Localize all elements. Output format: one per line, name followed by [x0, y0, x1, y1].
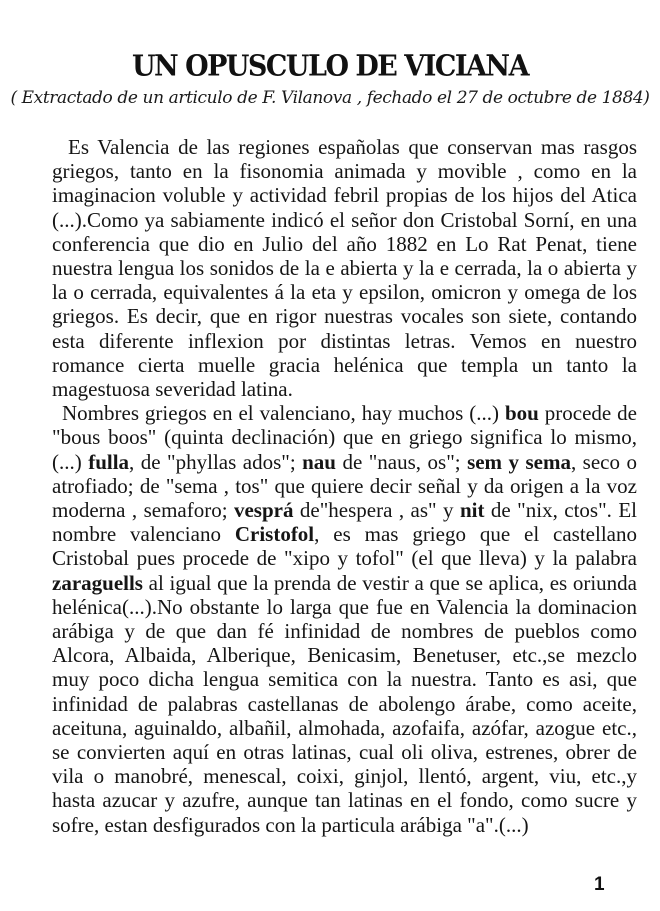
text-run: al igual que la prenda de vestir a que se aplica, es oriunda helénica(...).No obstante lo larga que fue en Valencia la dominacion arábiga y de que dan fé infinidad de nombres de pueblos como Alcora, Albaida, Alberique, Benicasim, Benetuser, etc.,se mezclo muy poco dicha lengua semitica con la nuestra. Tanto es asi, que infinidad de palabras castellanas de abolengo árabe, como aceite, aceituna, aguinaldo, albañil, almohada, azofaifa, azófar, azogue etc., se convierten aquí en otras latinas, cual oli oliva, estrenes, obrer de vila o manobré, menescal, coixi, ginjol, llentó, argent, viu, etc.,y hasta azucar y azufre, aunque tan latinas en el fondo, como sucre y sofre, estan desfigurados con la particula arábiga "a".(...) [52, 570, 637, 837]
text-run: , seco o atrofiado; de "sema , tos" que quiere decir señal y da origen a la voz moderna , semaforo; [52, 449, 637, 523]
bold-term: fulla [88, 449, 130, 474]
text-run: de"hespera , as" y [293, 498, 460, 523]
paragraph-2 [52, 401, 637, 837]
text-run: de "naus, os"; [335, 449, 468, 474]
article-title: UN OPUSCULO DE VICIANA [131, 49, 529, 84]
text-run: , de "phyllas ados"; [129, 449, 303, 474]
bold-term: nit [459, 498, 485, 523]
bold-term: bou [504, 401, 539, 426]
article-subtitle: ( Extractado de un articulo de F. Vilanova , fechado el 27 de octubre de 1884) [10, 88, 650, 108]
text-run: , es mas griego que el castellano Cristobal pues procede de "xipo y tofol" (el que lleva) y la palabra [52, 522, 637, 571]
text-run: procede de "bous boos" (quinta declinación) que en griego significa lo mismo, (...) [52, 401, 638, 474]
bold-term: zaraguells [52, 570, 143, 595]
article-body [52, 135, 637, 837]
bold-term: Cristofol [234, 522, 315, 547]
paragraph-1 [52, 135, 637, 401]
text-run: Nombres griegos en el valenciano, hay muchos (...) [62, 401, 505, 426]
text-run: Es Valencia de las regiones españolas que conservan mas rasgos griegos, tanto en la fisonomia animada y movible , como en la imaginacion voluble y actividad febril propias de los hijos del Atica (...).Como ya sabiamente indicó el señor don Cristobal Sorní, en una conferencia que dio en Julio del año 1882 en Lo Rat Penat, tiene nuestra lengua los sonidos de la e abierta y la e cerrada, la o abierta y la o cerrada, equivalentes á la eta y epsilon, omicron y omega de los griegos. Es decir, que en rigor nuestras vocales son siete, contando esta diferente inflexion por distintas letras. Vemos en nuestro romance cierta muelle gracia helénica que templa un tanto la magestuosa severidad latina. [52, 135, 637, 402]
bold-term: vesprá [233, 498, 294, 523]
text-run: de "nix, ctos". El nombre valenciano [52, 498, 637, 547]
bold-term: sem y sema [467, 449, 571, 474]
page-number: 1 [594, 874, 605, 895]
bold-term: nau [302, 449, 336, 474]
